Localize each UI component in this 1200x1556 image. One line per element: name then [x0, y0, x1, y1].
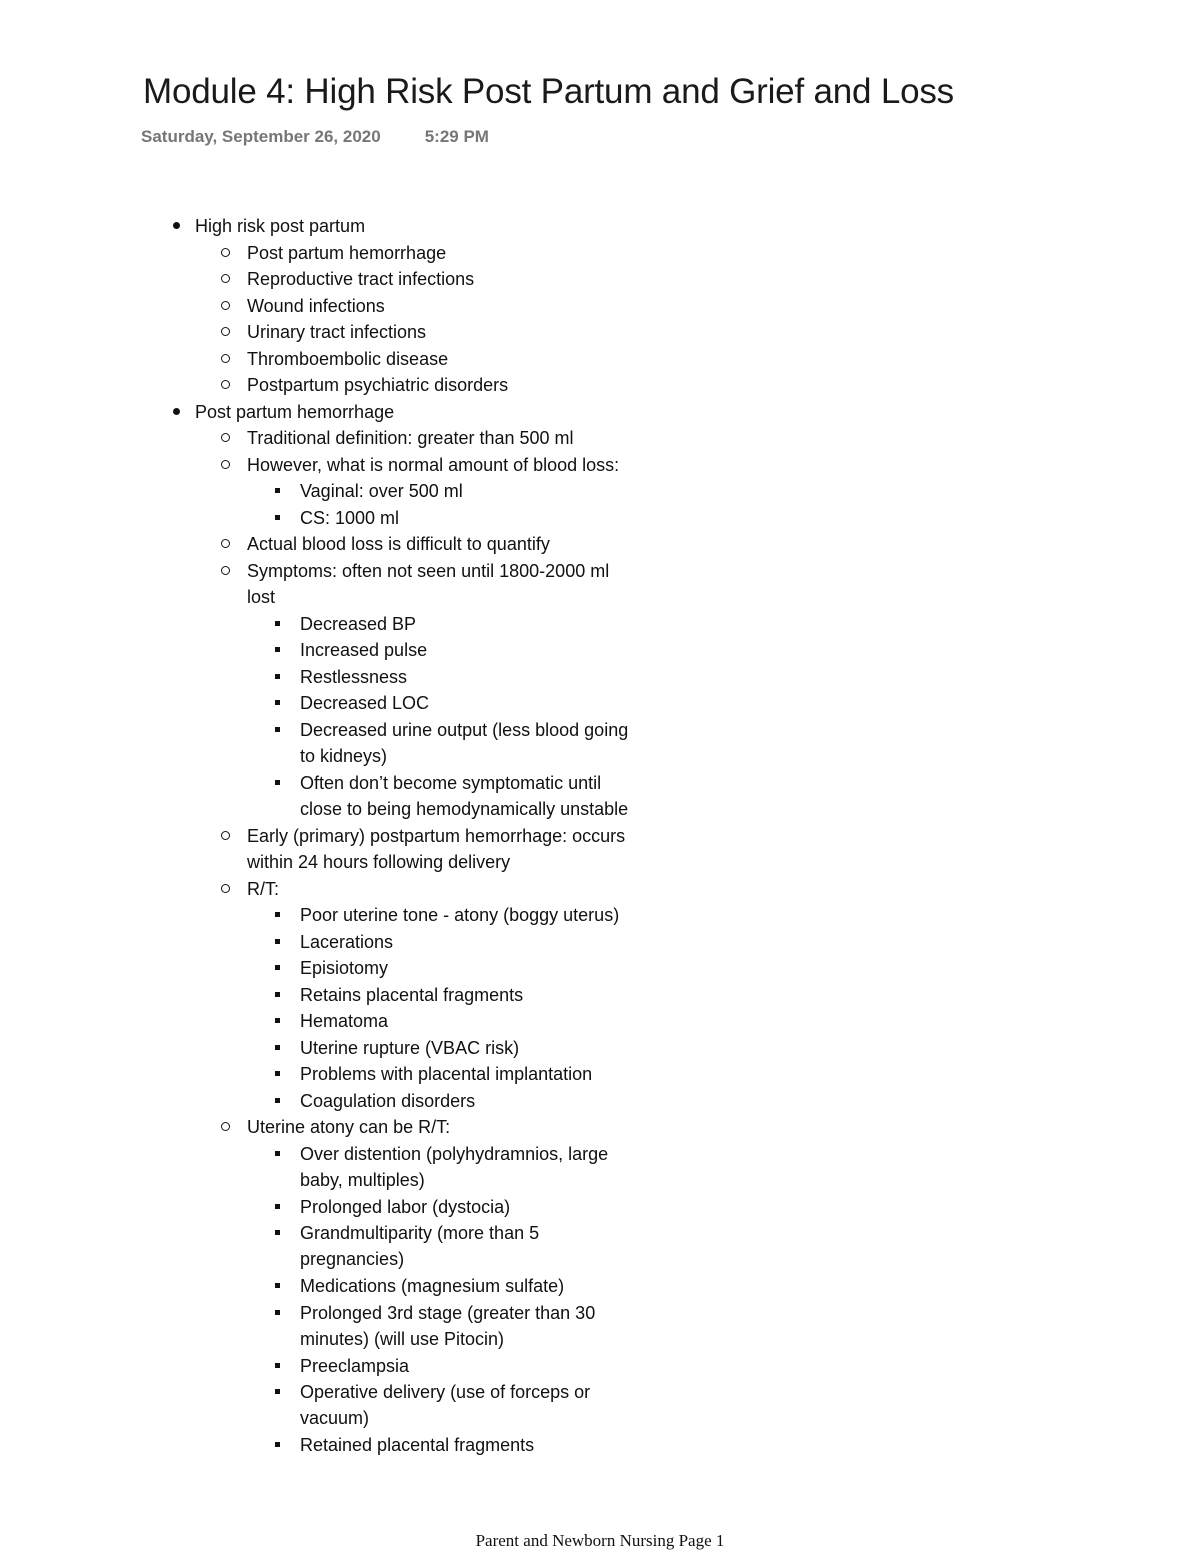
outline-item-text: [247, 1114, 450, 1140]
outline-line: Increased pulse: [300, 640, 428, 660]
outline-line: Actual blood loss is difficult to quantify: [247, 534, 550, 554]
outline-item-text: [300, 637, 427, 663]
page-date: Saturday, September 26, 2020: [141, 127, 381, 146]
outline-line: Uterine rupture (VBAC risk): [300, 1037, 520, 1058]
page-time: 5:29 PM: [424, 127, 489, 146]
outline-line: High risk post partum: [195, 216, 366, 236]
outline-item-level-3: [300, 637, 427, 663]
outline-line: Thromboembolic disease: [247, 348, 449, 369]
outline-line: vacuum): [300, 1408, 370, 1428]
outline-line: Prolonged 3rd stage (greater than 30: [300, 1302, 596, 1323]
outline-item-level-3: [300, 929, 393, 955]
outline-item-text: [300, 1432, 534, 1458]
outline-item-level-3: [300, 902, 619, 928]
outline-item-level-3: [300, 717, 628, 769]
outline-item-text: [300, 1353, 409, 1379]
page-timestamp: [141, 127, 489, 147]
outline-line: R/T:: [247, 878, 280, 899]
outline-line: Reproductive tract infections: [247, 269, 475, 289]
outline-item-level-1: [195, 213, 365, 239]
outline-item-level-3: [300, 1061, 592, 1087]
outline-item-level-3: [300, 611, 416, 637]
outline-line: Hematoma: [300, 1011, 389, 1031]
outline-item-level-3: [300, 1141, 608, 1193]
outline-item-text: [300, 1194, 510, 1220]
outline-line: Urinary tract infections: [247, 322, 427, 342]
outline-item-level-3: [300, 1220, 539, 1272]
outline-item-text: [300, 955, 388, 981]
outline-line: Prolonged labor (dystocia): [300, 1196, 511, 1217]
outline-item-level-3: [300, 1035, 519, 1061]
outline-item-level-2: [247, 823, 625, 875]
outline-line: However, what is normal amount of blood loss:: [247, 454, 620, 475]
outline-item-level-3: [300, 1432, 534, 1458]
outline-line: Traditional definition: greater than 500 ml: [247, 428, 574, 448]
outline-item-level-2: [247, 876, 279, 902]
outline-line: Decreased LOC: [300, 693, 430, 713]
outline-item-text: [300, 717, 628, 769]
outline-item-level-2: [247, 531, 550, 557]
outline-item-level-3: [300, 1300, 595, 1352]
outline-line: lost: [247, 586, 276, 607]
outline-item-level-3: [300, 1353, 409, 1379]
outline-item-text: [300, 1035, 519, 1061]
outline-item-level-3: [300, 1194, 510, 1220]
outline-item-text: [300, 1141, 608, 1193]
outline-line: Problems with placental implantation: [300, 1064, 593, 1084]
outline-line: Restlessness: [300, 666, 408, 687]
outline-line: minutes) (will use Pitocin): [300, 1328, 505, 1349]
outline-item-text: [247, 531, 550, 557]
outline-item-text: [247, 240, 446, 266]
outline-item-level-2: [247, 240, 446, 266]
outline-item-text: [247, 558, 609, 610]
outline-item-text: [300, 505, 399, 531]
outline-line: Coagulation disorders: [300, 1090, 476, 1111]
outline-line: Operative delivery (use of forceps or: [300, 1382, 591, 1402]
outline-line: Retained placental fragments: [300, 1435, 535, 1455]
outline-item-text: [300, 664, 407, 690]
outline-line: Poor uterine tone - atony (boggy uterus): [300, 905, 620, 925]
outline-line: Grandmultiparity (more than 5: [300, 1223, 540, 1243]
outline-line: Preeclampsia: [300, 1355, 410, 1376]
outline-line: CS: 1000 ml: [300, 507, 400, 528]
outline-item-level-2: [247, 1114, 450, 1140]
outline-item-text: [195, 399, 394, 425]
outline-item-text: [300, 902, 619, 928]
outline-item-level-1: [195, 399, 394, 425]
outline-item-text: [300, 1300, 595, 1352]
outline-line: Lacerations: [300, 931, 394, 952]
outline-item-level-3: [300, 770, 628, 822]
outline-item-level-3: [300, 664, 407, 690]
outline-line: Uterine atony can be R/T:: [247, 1117, 451, 1137]
outline-item-text: [247, 319, 426, 345]
outline-item-level-2: [247, 558, 609, 610]
outline-item-text: [247, 876, 279, 902]
outline-line: close to being hemodynamically unstable: [300, 798, 629, 819]
outline-item-level-2: [247, 372, 508, 398]
outline-item-level-3: [300, 982, 523, 1008]
outline-item-level-3: [300, 1273, 564, 1299]
outline-item-level-3: [300, 505, 399, 531]
outline-line: Over distention (polyhydramnios, large: [300, 1143, 609, 1164]
outline-line: Post partum hemorrhage: [247, 242, 447, 263]
outline-line: baby, multiples): [300, 1169, 425, 1190]
page-title: Module 4: High Risk Post Partum and Grief and Loss: [143, 72, 954, 111]
outline-item-text: [247, 346, 448, 372]
outline-item-text: [300, 1220, 539, 1272]
outline-item-text: [247, 425, 574, 451]
outline-line: Medications (magnesium sulfate): [300, 1276, 565, 1296]
outline-item-level-2: [247, 425, 574, 451]
outline-item-text: [247, 452, 619, 478]
outline-item-text: [247, 266, 474, 292]
outline-item-level-3: [300, 1379, 590, 1431]
outline-line: Post partum hemorrhage: [195, 401, 395, 422]
outline-item-text: [300, 770, 628, 822]
outline-line: Postpartum psychiatric disorders: [247, 375, 509, 395]
outline-item-level-3: [300, 690, 429, 716]
outline-item-text: [300, 1061, 592, 1087]
outline-item-text: [247, 293, 385, 319]
outline-item-level-2: [247, 319, 426, 345]
outline-line: Often don’t become symptomatic until: [300, 772, 602, 793]
outline-item-text: [300, 982, 523, 1008]
outline-item-text: [247, 372, 508, 398]
outline-item-level-2: [247, 346, 448, 372]
outline-item-text: [300, 690, 429, 716]
outline-line: Retains placental fragments: [300, 984, 524, 1005]
outline-line: Wound infections: [247, 295, 385, 316]
outline-item-text: [300, 1088, 475, 1114]
outline-item-level-3: [300, 1008, 388, 1034]
outline-line: Decreased BP: [300, 613, 417, 634]
outline-line: within 24 hours following delivery: [247, 851, 511, 872]
outline-item-text: [300, 1379, 590, 1431]
outline-line: Early (primary) postpartum hemorrhage: occurs: [247, 825, 626, 846]
outline-line: to kidneys): [300, 745, 388, 766]
outline-item-text: [195, 213, 365, 239]
outline-item-level-3: [300, 955, 388, 981]
outline-item-text: [300, 1008, 388, 1034]
outline-item-text: [300, 929, 393, 955]
outline-item-level-2: [247, 293, 385, 319]
outline-item-text: [300, 478, 463, 504]
outline-line: Symptoms: often not seen until 1800-2000 ml: [247, 560, 610, 581]
outline-item-level-2: [247, 266, 474, 292]
outline-line: Decreased urine output (less blood going: [300, 719, 629, 740]
outline-item-level-2: [247, 452, 619, 478]
outline-item-level-3: [300, 478, 463, 504]
outline-item-level-3: [300, 1088, 475, 1114]
outline-item-text: [300, 1273, 564, 1299]
outline-item-text: [247, 823, 625, 875]
outline-line: pregnancies): [300, 1249, 405, 1269]
outline-line: Episiotomy: [300, 958, 389, 978]
page-footer: Parent and Newborn Nursing Page 1: [475, 1531, 725, 1550]
outline-item-text: [300, 611, 416, 637]
outline-line: Vaginal: over 500 ml: [300, 481, 463, 501]
